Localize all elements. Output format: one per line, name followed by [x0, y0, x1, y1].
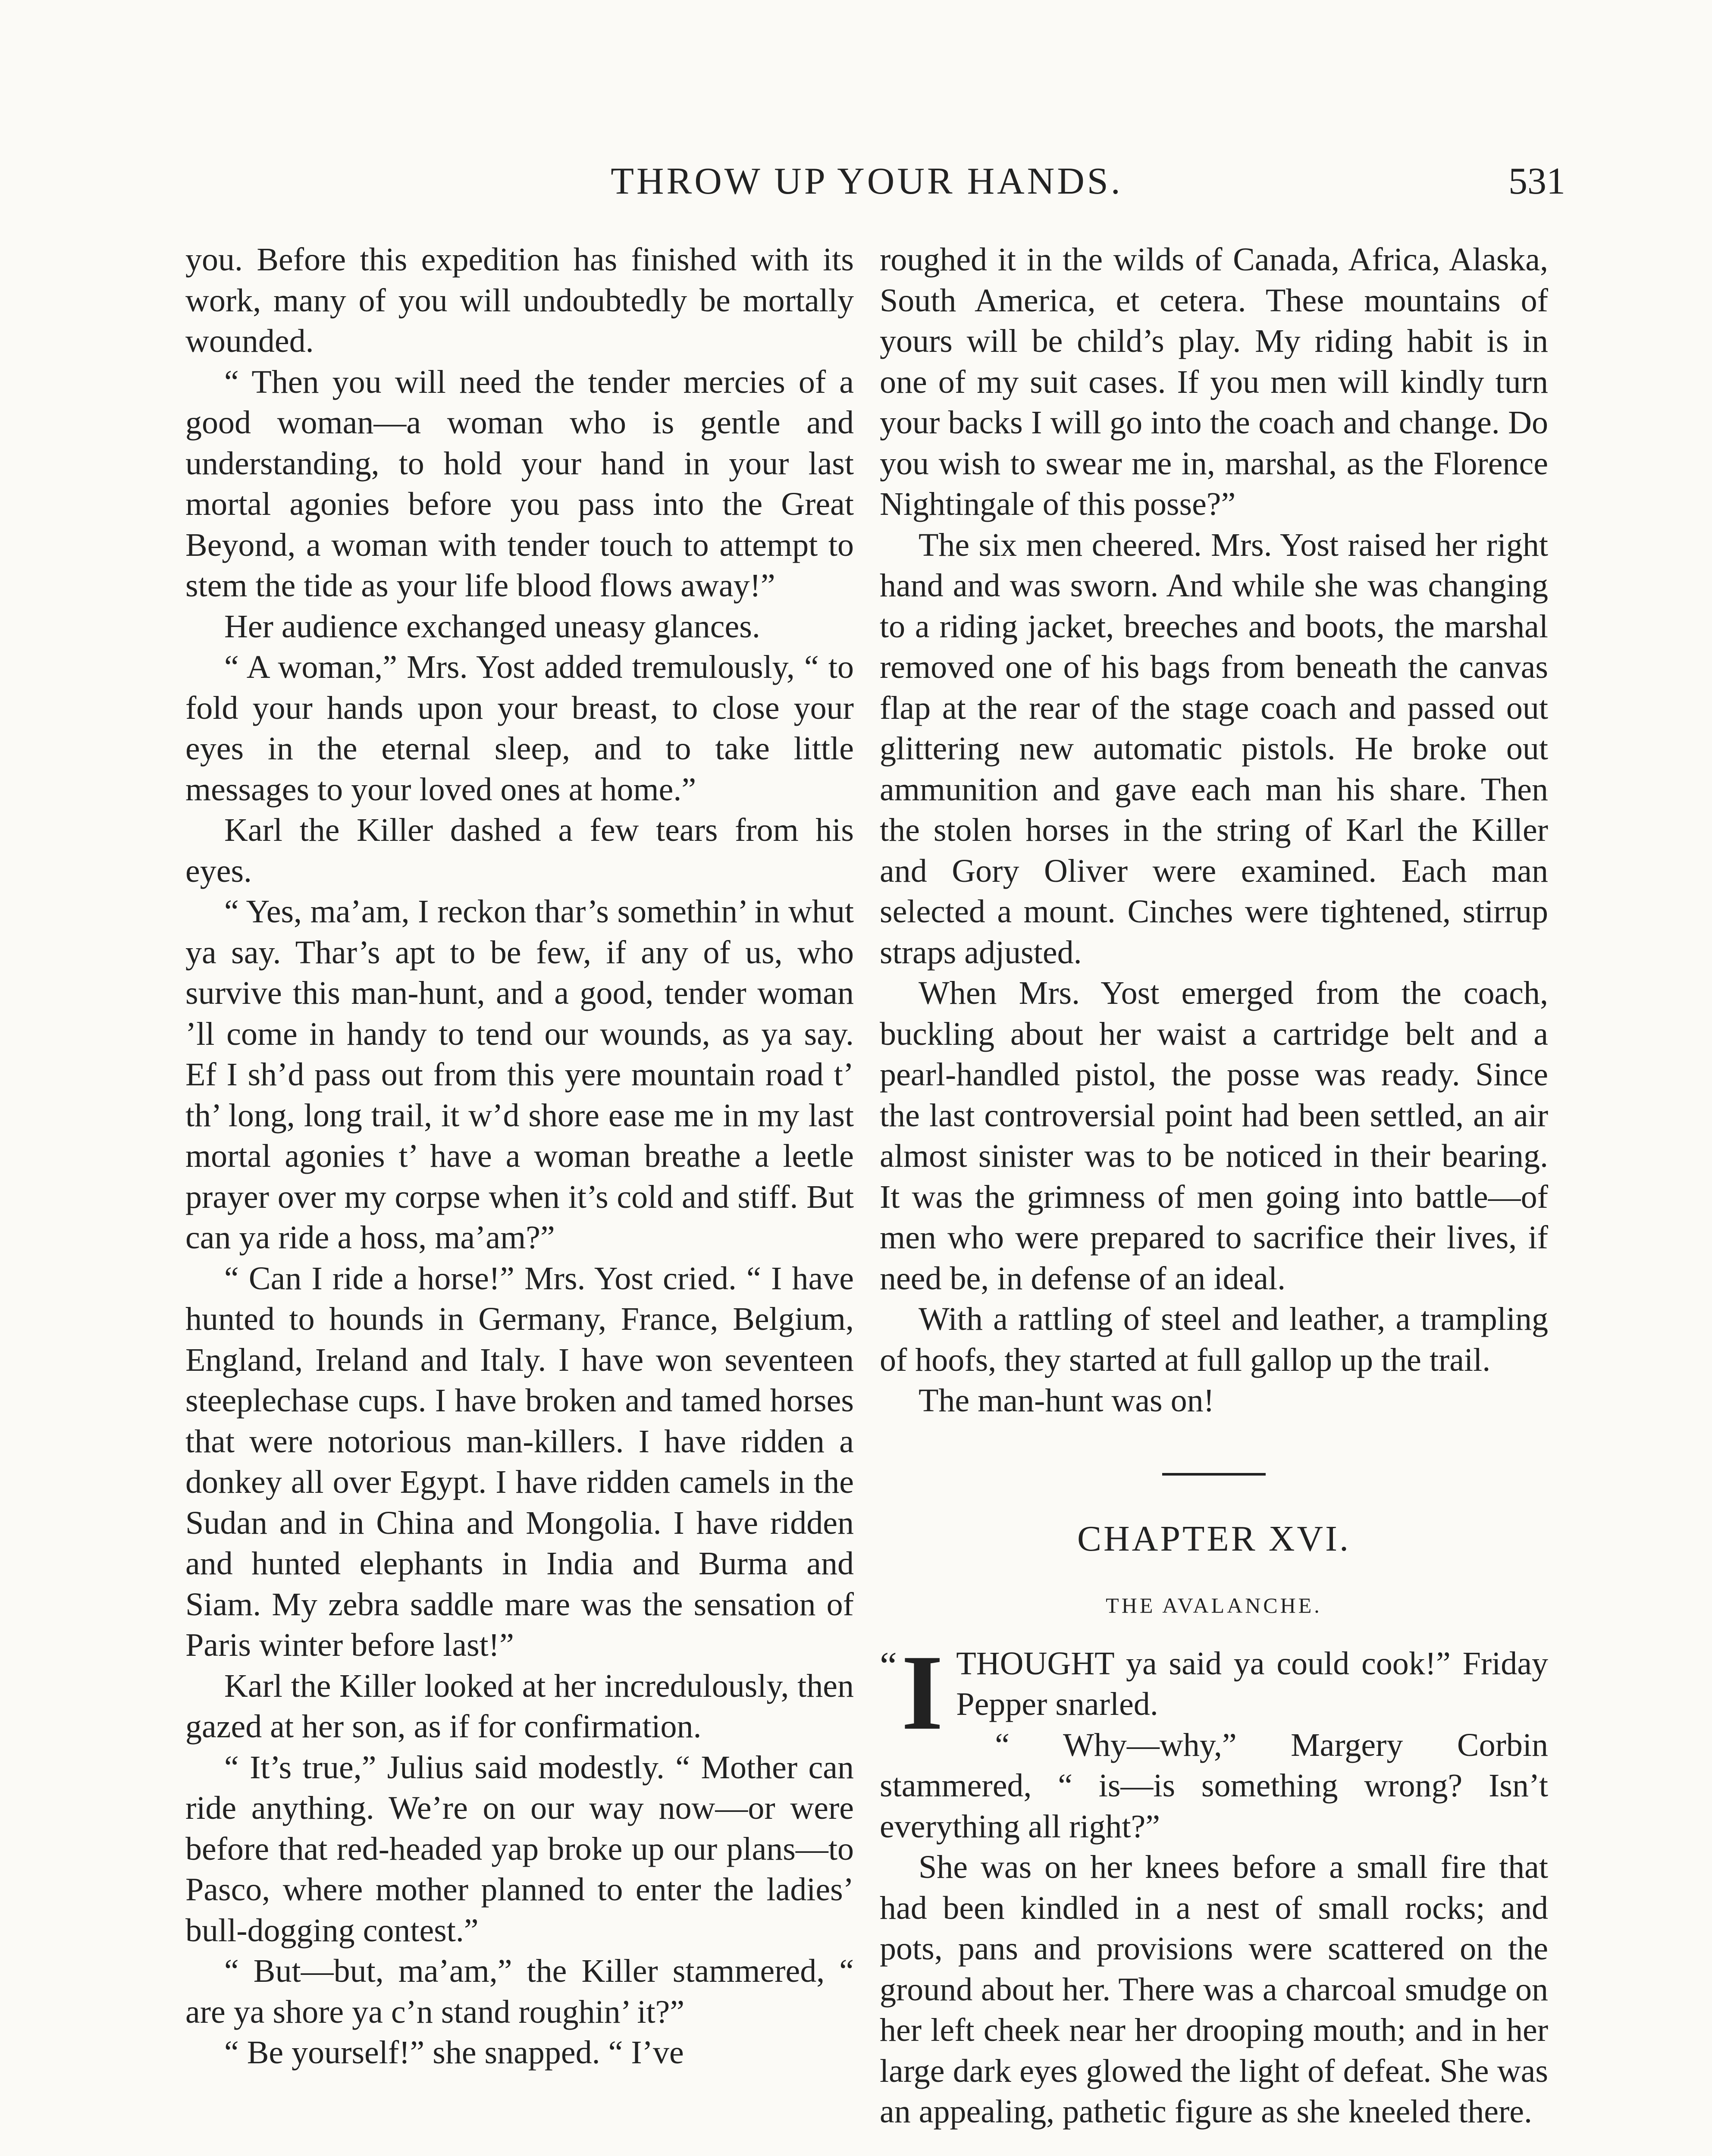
dropcap-letter: I	[901, 1633, 944, 1752]
paragraph: “ A woman,” Mrs. Yost added tremulously, “ to fold your hands upon your breast, to close your eyes in the eternal sleep, and to take little messages to your loved ones at home.”	[185, 649, 854, 808]
paragraph: When Mrs. Yost emerged from the coach, buckling about her waist a cartridge belt and a pearl-handled pistol, the posse was ready. Since the last controversial point had been settled, an air almost sinister was to be noticed in their bearing. It was the grimness of men going into battle—of men who were prepared to sacrifice their lives, if need be, in defense of an ideal.	[880, 975, 1548, 1297]
paragraph: “ Yes, ma’am, I reckon thar’s somethin’ in whut ya say. Thar’s apt to be few, if any of us, who survive this man-hunt, and a good, tender woman ’ll come in handy to tend our wounds, as ya say. Ef I sh’d pass out from this yere mountain road t’ th’ long, long trail, it w’d shore ease me in my last mortal agonies t’ have a woman breathe a leetle prayer over my corpse when it’s cold and stiff. But can ya ride a hoss, ma’am?”	[185, 893, 854, 1256]
paragraph: Karl the Killer looked at her incredulously, then gazed at her son, as if for confirmation.	[185, 1667, 854, 1745]
section-divider	[1162, 1473, 1266, 1476]
dropcap-quote: “	[880, 1644, 897, 1687]
right-column	[880, 239, 1548, 2132]
paragraph: Karl the Killer dashed a few tears from his eyes.	[185, 812, 854, 889]
paragraph: With a rattling of steel and leather, a trampling of hoofs, they started at full gallop up the trail.	[880, 1301, 1548, 1378]
chapter-title: CHAPTER XVI.	[1077, 1518, 1351, 1559]
chapter-subtitle: THE AVALANCHE.	[1106, 1593, 1322, 1617]
paragraph: “ It’s true,” Julius said modestly. “ Mother can ride anything. We’re on our way now—or were before that red-headed yap broke up our plans—to Pasco, where mother planned to enter the ladies’ bull-dogging contest.”	[185, 1749, 854, 1949]
paragraph: THOUGHT ya said ya could cook!” Friday Pepper snarled.	[956, 1645, 1548, 1722]
chapter-opening	[880, 1633, 1548, 1752]
paragraph: She was on her knees before a small fire that had been kindled in a nest of small rocks; and pots, pans and provisions were scattered on the ground about her. There was a charcoal smudge on her left cheek near her drooping mouth; and in her large dark eyes glowed the light of defeat. She was an appealing, pathetic figure as she kneeled there.	[880, 1849, 1548, 2130]
paragraph: “ Be yourself!” she snapped. “ I’ve	[224, 2034, 684, 2071]
page-number: 531	[1508, 160, 1565, 202]
paragraph: “ Can I ride a horse!” Mrs. Yost cried. “ I have hunted to hounds in Germany, France, Belgium, England, Ireland and Italy. I have won seventeen steeplechase cups. I have broken and tamed horses that were notorious man-killers. I have ridden a donkey all over Egypt. I have ridden camels in the Sudan and in China and Mongolia. I have ridden and hunted elephants in India and Burma and Siam. My zebra saddle mare was the sensation of Paris winter before last!”	[185, 1260, 854, 1663]
paragraph: “ Then you will need the tender mercies of a good woman—a woman who is gentle and understanding, to hold your hand in your last mortal agonies before you pass into the Great Beyond, a woman with tender touch to attempt to stem the tide as your life blood flows away!”	[185, 364, 854, 604]
paragraph: roughed it in the wilds of Canada, Africa, Alaska, South America, et cetera. These mountains of yours will be child’s play. My riding habit is in one of my suit cases. If you men will kindly turn your backs I will go into the coach and change. Do you wish to swear me in, marshal, as the Florence Nightingale of this posse?”	[880, 241, 1548, 522]
paragraph: “ Why—why,” Margery Corbin stammered, “ is—is something wrong? Isn’t everything all right?”	[880, 1727, 1548, 1845]
running-header-title: THROW UP YOUR HANDS.	[611, 160, 1123, 202]
left-column	[185, 239, 854, 2073]
paragraph: Her audience exchanged uneasy glances.	[224, 608, 760, 645]
paragraph: The six men cheered. Mrs. Yost raised her right hand and was sworn. And while she was changing to a riding jacket, breeches and boots, the marshal removed one of his bags from beneath the canvas flap at the rear of the stage coach and passed out glittering new automatic pistols. He broke out ammunition and gave each man his share. Then the stolen horses in the string of Karl the Killer and Gory Oliver were examined. Each man selected a mount. Cinches were tightened, stirrup straps adjusted.	[880, 526, 1548, 971]
paragraph: “ But—but, ma’am,” the Killer stammered, “ are ya shore ya c’n stand roughin’ it?”	[185, 1953, 854, 2030]
paragraph: you. Before this expedition has finished with its work, many of you will undoubtedly be mortally wounded.	[185, 241, 854, 359]
paragraph: The man-hunt was on!	[919, 1382, 1214, 1419]
